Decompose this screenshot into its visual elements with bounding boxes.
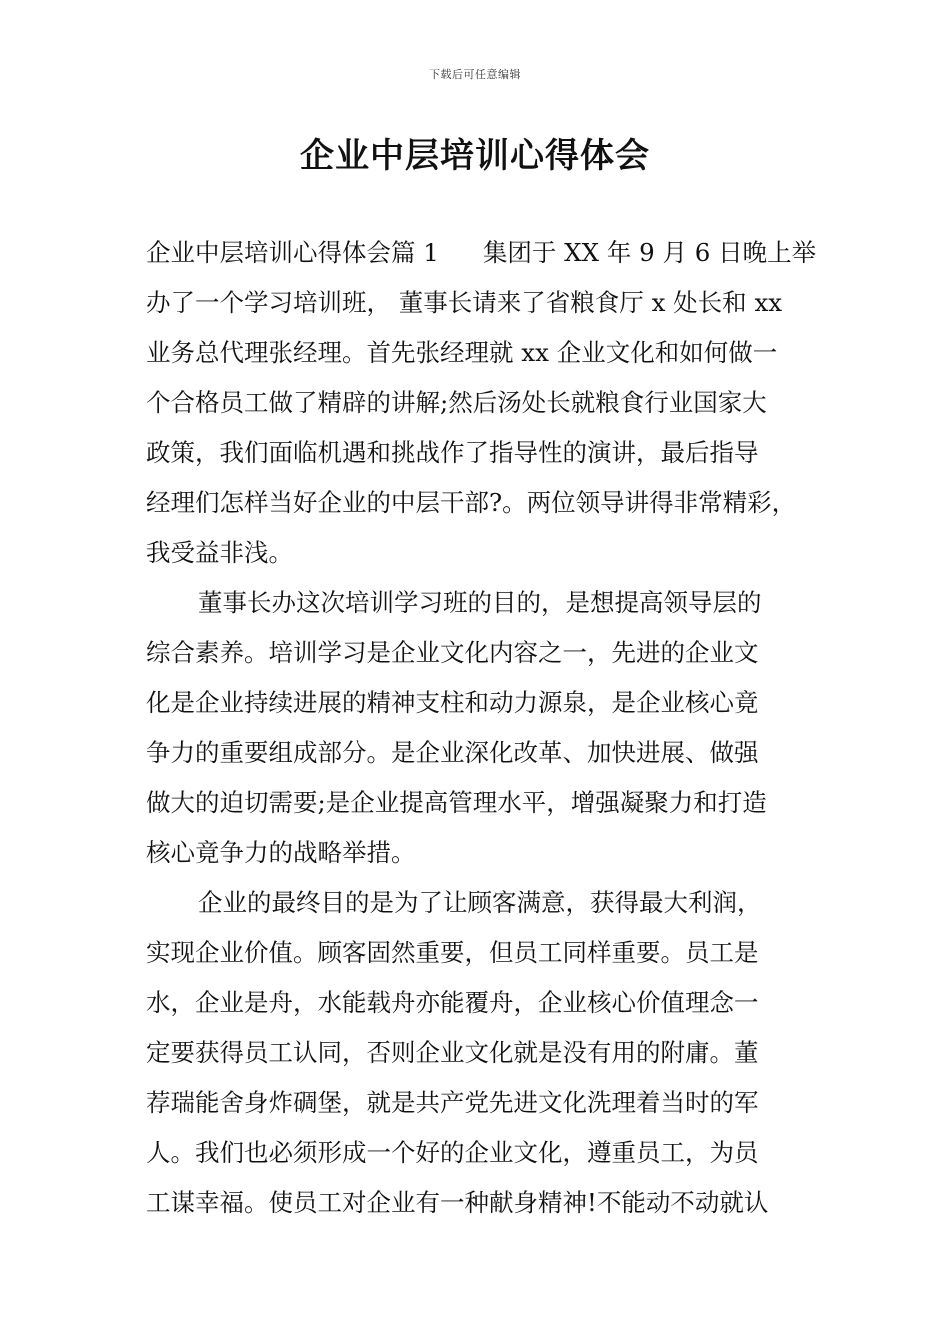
paragraph-3-line-5: 荐瑞能舍身炸碉堡，就是共产党先进文化洗理着当时的军	[146, 1088, 759, 1117]
paragraph-2-line-3: 化是企业持续进展的精神支柱和动力源泉，是企业核心竟	[146, 688, 759, 717]
paragraph-1-line-5: 政策，我们面临机遇和挑战作了指导性的演讲，最后指导	[146, 438, 759, 467]
paragraph-2-line-5: 做大的迫切需要;是企业提高管理水平，增强凝聚力和打造	[146, 788, 767, 817]
paragraph-2-line-6: 核心竟争力的战略举措。	[146, 838, 416, 867]
paragraph-1-line-4: 个合格员工做了精辟的讲解;然后汤处长就粮食行业国家大	[146, 388, 767, 417]
paragraph-3-line-7: 工谋幸福。使员工对企业有一种献身精神!不能动不动就认	[146, 1188, 769, 1217]
paragraph-1-line-1	[146, 228, 822, 278]
paragraph-1-line-3: 业务总代理张经理。首先张经理就 xx 企业文化和如何做一	[146, 338, 778, 367]
paragraph-2-line-4: 争力的重要组成部分。是企业深化改革、加快进展、做强	[146, 738, 759, 767]
paragraph-3-line-3: 水，企业是舟，水能载舟亦能覆舟，企业核心价值理念一	[146, 988, 759, 1017]
paragraph-3-line-6: 人。我们也必须形成一个好的企业文化，遵重员工，为员	[146, 1138, 759, 1167]
paragraph-2-line-1: 董事长办这次培训学习班的目的，是想提高领导层的	[198, 588, 762, 617]
paragraph-1-line-7: 我受益非浅。	[146, 538, 293, 567]
paragraph-3-line-2: 实现企业价值。顾客固然重要，但员工同样重要。员工是	[146, 938, 759, 967]
section-heading: 企业中层培训心得体会篇 1	[146, 238, 439, 267]
header-note: 下载后可任意编辑	[429, 68, 521, 81]
paragraph-3-line-4: 定要获得员工认同，否则企业文化就是没有用的附庸。董	[146, 1038, 759, 1067]
line-text: 集团于 XX 年 9 月 6 日晚上举	[482, 238, 817, 267]
paragraph-3-line-1: 企业的最终目的是为了让顾客满意，获得最大利润，	[198, 888, 762, 917]
document-body	[146, 228, 822, 1228]
paragraph-1-line-2: 办了一个学习培训班， 董事长请来了省粮食厅 x 处长和 xx	[146, 288, 783, 317]
document-title: 企业中层培训心得体会	[300, 136, 650, 176]
paragraph-1-line-6: 经理们怎样当好企业的中层干部?。两位领导讲得非常精彩，	[146, 488, 797, 517]
paragraph-2-line-2: 综合素养。培训学习是企业文化内容之一，先进的企业文	[146, 638, 759, 667]
